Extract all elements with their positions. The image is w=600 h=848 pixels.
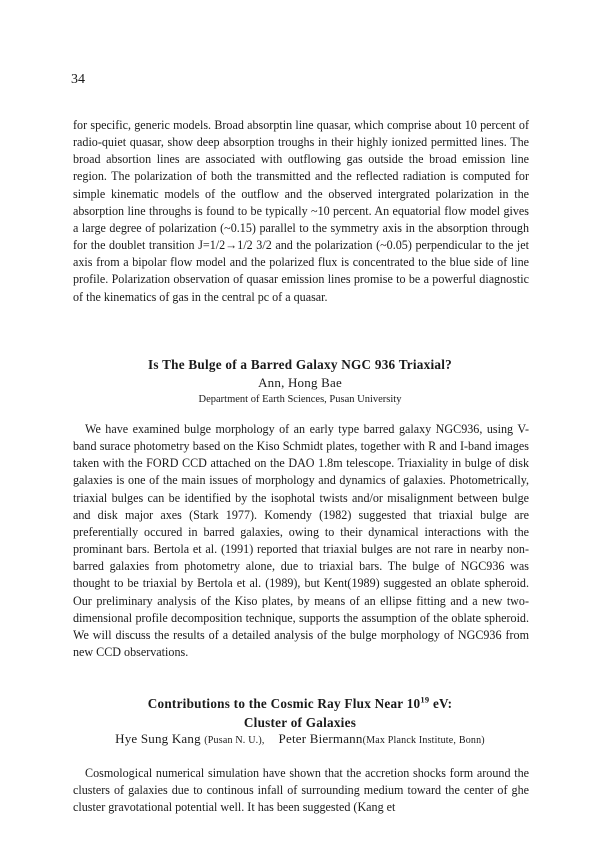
- author-name: Peter Biermann: [278, 731, 363, 746]
- paragraph-ngc936-abstract: We have examined bulge morphology of an early type barred galaxy NGC936, using V-band surace photometry based on the Kiso Schmidt plates, together with R and I-band images taken with the FORD CCD attached on the DAO 1.8m telescope. Triaxiality in bulge of disk galaxies is one of the main issues of morphology and dynamics of galaxies. Photometrically, triaxial bulges can be identified by the isophotal twists and/or misalignment between bulge and disk major axes (Stark 1977). Komendy (1982) suggested that triaxial bulge are preferentially occured in barred galaxies, owing to their dynamical interactions with the prominant bars. Bertola et al. (1991) reported that triaxial bulges are not rare in nearby non-barred galaxies from photometry alone, due to triaxial bars. The bulge of NGC936 was thought to be triaxial by Bertola et al. (1989), but Kent(1989) suggested an oblate spheroid. Our preliminary analysis of the Kiso plates, by means of an ellipse fitting and a new two-dimensional profile decomposition technique, supports the assumption of the oblate spheroid. We will discuss the results of a detailed analysis of the bulge morphology of NGC936 from new CCD observations.: [73, 422, 529, 660]
- affiliation-ngc936: Department of Earth Sciences, Pusan University: [198, 394, 402, 405]
- title-subtitle: Cluster of Galaxies: [243, 715, 357, 730]
- section-title-cosmic-ray: [60, 694, 540, 732]
- title-unit: eV:: [429, 696, 453, 711]
- authors-cosmic-ray: [60, 731, 540, 747]
- paragraph-cosmic-ray-abstract: Cosmological numerical simulation have shown that the accretion shocks form around the clusters of galaxies due to continous infall of surrounding medium toward the center of ghe cluster gravotational potential well. It has been suggested (Kang et: [73, 766, 529, 815]
- author-name: Hye Sung Kang: [115, 731, 201, 746]
- paragraph-quasar-polarization: for specific, generic models. Broad absorptin line quasar, which comprise about 10 percent of radio-quiet quasar, show deep absorption troughs in their highly ionized permitted lines. The broad absortion lines are associated with outflowing gas outside the broad emission line region. The polarization of both the transmitted and the reflected radiation is computed for simple kinematic models of the outflow and the observed intergrated polarization in the absorption line throughs is found to be typically ~10 percent. An equatorial flow model gives a large degree of polarization (~0.15) parallel to the symmetry axis in the absorption through for the doublet transition J=1/2→1/2 3/2 and the polarization (~0.05) perpendicular to the jet axis from a bipolar flow model and the polarized flux is concentrated to the blue side of line profile. Polarization observation of quasar emission lines promise to be a powerful diagnostic of the kinematics of gas in the central pc of a quasar.: [73, 118, 529, 304]
- author-affiliation: (Pusan N. U.),: [204, 735, 265, 746]
- page-number: 34: [71, 72, 85, 87]
- title-text: Contributions to the Cosmic Ray Flux Near 10: [147, 696, 421, 711]
- title-exponent: 19: [420, 694, 430, 705]
- authors-ngc936: Ann, Hong Bae: [258, 375, 342, 390]
- author-affiliation: (Max Planck Institute, Bonn): [362, 735, 485, 746]
- section-title-ngc936: Is The Bulge of a Barred Galaxy NGC 936 Triaxial?: [148, 357, 452, 372]
